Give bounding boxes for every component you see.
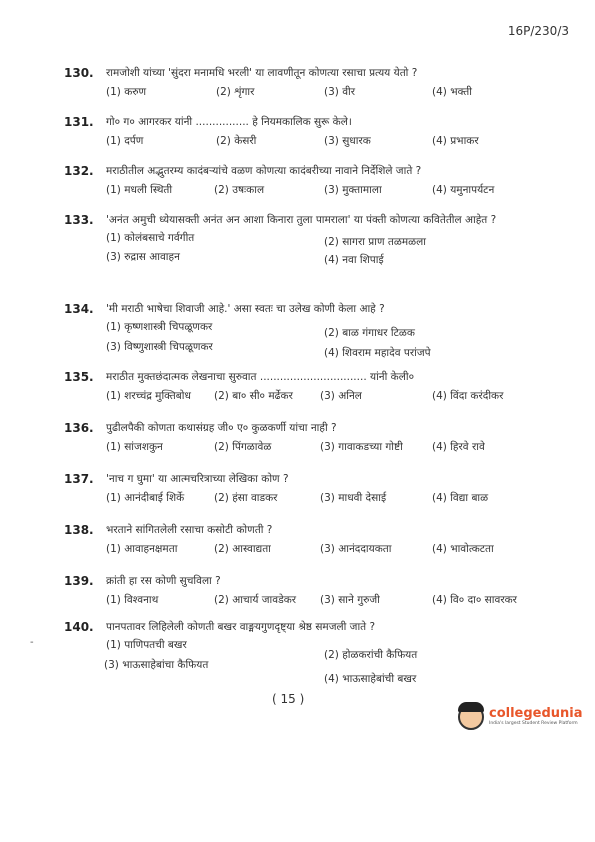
- question-text: 'मी मराठी भाषेचा शिवाजी आहे.' असा स्वतः चा उलेख कोणी केला आहे ?: [106, 303, 385, 315]
- options: [106, 491, 534, 509]
- option-4: (4) विद्या बाळ: [432, 492, 489, 504]
- option-2: (2) शृंगार: [216, 86, 255, 98]
- option-4: (4) प्रभाकर: [432, 135, 479, 147]
- question-number: 135.: [64, 370, 94, 384]
- option-4: (4) यमुनापर्यटन: [432, 184, 495, 196]
- question-number: 133.: [64, 213, 94, 227]
- options: [106, 638, 534, 688]
- mascot-icon: [458, 704, 484, 730]
- question-text: मराठीत मुक्तछंदात्मक लेखनाचा सुरुवात ................................ यांनी केली०: [106, 371, 415, 383]
- option-4: (4) विंदा करंदीकर: [432, 390, 504, 402]
- option-3: (3) भाऊसाहेबांचा कैफियत: [104, 659, 209, 671]
- option-2: (2) आचार्य जावडेकर: [214, 594, 297, 606]
- option-1: (1) दर्पण: [106, 135, 144, 147]
- question-130: [64, 66, 534, 103]
- question-text: पानपतावर लिहिलेली कोणती बखर वाङ्मयगुणदृष्ट्या श्रेष्ठ समजली जाते ?: [106, 621, 376, 633]
- options: [106, 231, 534, 269]
- question-number: 136.: [64, 421, 94, 435]
- question-number: 134.: [64, 302, 94, 316]
- option-1: (1) आवाहनक्षमता: [106, 543, 178, 555]
- question-134: [64, 302, 534, 358]
- option-3: (3) विष्णुशास्त्री चिपळूणकर: [106, 341, 213, 353]
- question-number: 139.: [64, 574, 94, 588]
- option-1: (1) पाणिपतची बखर: [106, 639, 187, 651]
- question-137: [64, 472, 534, 509]
- question-text: मराठीतील अद्भुतरम्य कादंबऱ्यांचे वळण कोणत्या कादंबरीच्या नावाने निर्देशिले जाते ?: [106, 165, 422, 177]
- question-132: [64, 164, 534, 201]
- question-text: क्रांती हा रस कोणी सुचविला ?: [106, 575, 221, 587]
- option-2: (2) होळकरांची कैफियत: [324, 649, 418, 661]
- options: [106, 440, 534, 458]
- option-3: (3) गावाकडच्या गोष्टी: [320, 441, 403, 453]
- question-text: गो० ग० आगरकर यांनी ................ हे नियमकालिक सुरू केले।: [106, 116, 352, 128]
- option-1: (1) कृष्णशास्त्री चिपळूणकर: [106, 321, 213, 333]
- option-1: (1) आनंदीबाई शिर्के: [106, 492, 185, 504]
- question-text: भरताने सांगितलेली रसाचा कसोटी कोणती ?: [106, 524, 273, 536]
- question-136: [64, 421, 534, 458]
- option-3: (3) वीर: [324, 86, 356, 98]
- options: [106, 593, 534, 611]
- options: [106, 85, 534, 103]
- question-number: 132.: [64, 164, 94, 178]
- option-1: (1) शरच्चंद्र मुक्तिबोध: [106, 390, 191, 402]
- page-code: 16P/230/3: [507, 24, 569, 38]
- option-2: (2) केसरी: [216, 135, 257, 147]
- question-139: [64, 574, 534, 611]
- option-4: (4) भावोत्कटता: [432, 543, 494, 555]
- question-number: 131.: [64, 115, 94, 129]
- options: [106, 389, 534, 407]
- question-number: 137.: [64, 472, 94, 486]
- option-3: (3) आनंददायकता: [320, 543, 392, 555]
- option-3: (3) अनिल: [320, 390, 362, 402]
- option-4: (4) हिरवे रावे: [432, 441, 485, 453]
- options: [106, 320, 534, 358]
- option-1: (1) विश्वनाथ: [106, 594, 159, 606]
- option-2: (2) उषःकाल: [214, 184, 265, 196]
- option-2: (2) सागरा प्राण तळमळला: [324, 236, 426, 248]
- option-2: (2) पिंगळावेळ: [214, 441, 272, 453]
- option-1: (1) करुण: [106, 86, 147, 98]
- question-text: पुढीलपैकी कोणता कथासंग्रह जी० ए० कुळकर्णी यांचा नाही ?: [106, 422, 337, 434]
- question-number: 140.: [64, 620, 94, 634]
- options: [106, 542, 534, 560]
- question-text: रामजोशी यांच्या 'सुंदरा मनामधि भरली' या लावणीतून कोणत्या रसाचा प्रत्यय येतो ?: [106, 67, 418, 79]
- option-3: (3) साने गुरुजी: [320, 594, 380, 606]
- option-3: (3) माधवी देसाई: [320, 492, 387, 504]
- option-3: (3) रुद्रास आवाहन: [106, 251, 180, 263]
- option-4: (4) वि० दा० सावरकर: [432, 594, 517, 606]
- question-140: [64, 620, 534, 688]
- question-number: 130.: [64, 66, 94, 80]
- option-3: (3) सुधारक: [324, 135, 371, 147]
- option-1: (1) सांजशकुन: [106, 441, 163, 453]
- logo-tagline: India's largest Student Review Platform: [489, 721, 578, 726]
- option-2: (2) आस्वाद्यता: [214, 543, 271, 555]
- logo-name: collegedunia: [489, 706, 583, 721]
- margin-mark: -: [30, 637, 34, 648]
- question-138: [64, 523, 534, 560]
- question-number: 138.: [64, 523, 94, 537]
- option-4: (4) भाऊसाहेबांची बखर: [324, 673, 417, 685]
- option-1: (1) कोलंबसाचे गर्वगीत: [106, 232, 195, 244]
- options: [106, 134, 534, 152]
- option-2: (2) हंसा वाडकर: [214, 492, 278, 504]
- option-2: (2) बा० सी० मर्ढेकर: [214, 390, 293, 402]
- option-2: (2) बाळ गंगाधर टिळक: [324, 327, 415, 339]
- question-131: [64, 115, 534, 152]
- option-1: (1) मधली स्थिती: [106, 184, 173, 196]
- watermark-logo: [458, 698, 583, 736]
- option-3: (3) मुक्तामाला: [324, 184, 382, 196]
- question-135: [64, 370, 534, 407]
- question-text: 'अनंत अमुची ध्येयासक्ती अनंत अन आशा किनारा तुला पामराला' या पंक्ती कोणत्या कवितेतील आहेत ?: [106, 214, 497, 226]
- option-4: (4) शिवराम महादेव परांजपे: [324, 347, 431, 359]
- option-4: (4) नवा शिपाई: [324, 254, 384, 266]
- options: [106, 183, 534, 201]
- question-133: [64, 213, 534, 269]
- option-4: (4) भक्ती: [432, 86, 472, 98]
- page-number: ( 15 ): [272, 692, 305, 706]
- question-text: 'नाच ग घुमा' या आत्मचरित्राच्या लेखिका कोण ?: [106, 473, 289, 485]
